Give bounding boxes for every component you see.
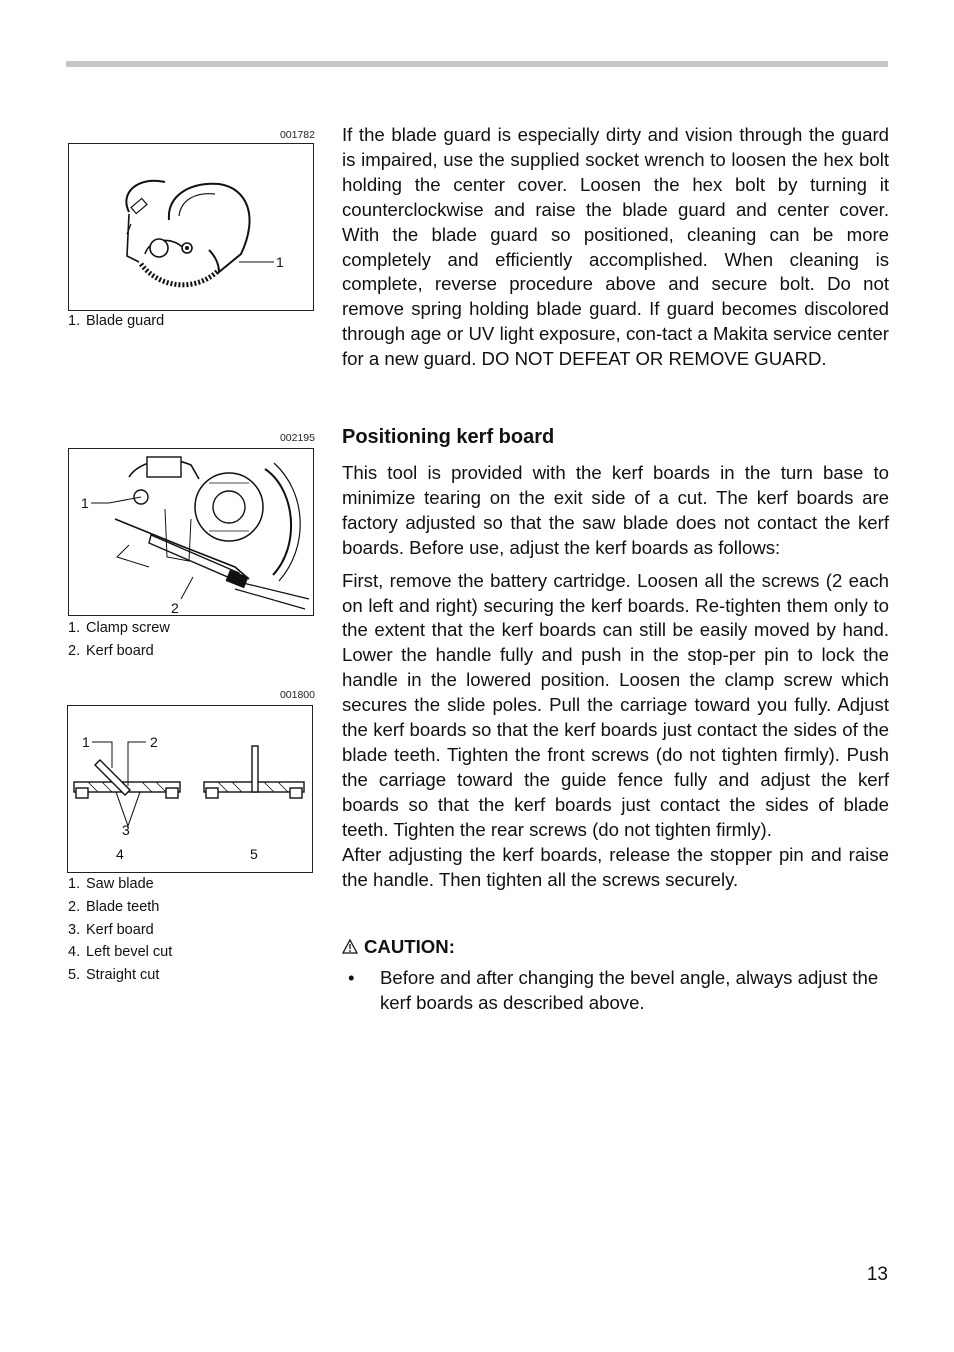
legend-item: 5. Straight cut — [68, 967, 160, 984]
figure-code: 001782 — [279, 129, 315, 141]
caution-label: CAUTION: — [364, 936, 455, 957]
callout-1: 1 — [81, 495, 89, 511]
callout-1: 1 — [82, 734, 90, 750]
intro-text-block — [342, 123, 889, 372]
legend-item: 4. Left bevel cut — [68, 944, 173, 961]
warning-triangle-icon — [342, 936, 364, 958]
callout-2: 2 — [171, 600, 179, 616]
paragraph: First, remove the battery cartridge. Loosen all the screws (2 each on left and right) securing the kerf boards. Re-tighten them only to the extent that the kerf boards can still be easily moved by hand. Lower the handle fully and push in the stop-per pin to lock the handle in the lowered position. Loosen the clamp screw which secures the slide poles. Pull the carriage toward you fully. Adjust the kerf boards so that the kerf boards just contact the sides of the blade teeth. Tighten the front screws (do not tighten firmly). Push the carriage toward the guide fence fully and adjust the kerf boards so that the kerf boards just contact the sides of blade teeth. Tighten the rear screws (do not tighten firmly). — [342, 569, 889, 840]
legend-item: 1. Clamp screw — [68, 620, 170, 636]
section-heading: Positioning kerf board — [342, 426, 555, 448]
blade-guard-figure — [68, 143, 314, 311]
paragraph: This tool is provided with the kerf boards in the turn base to minimize tearing on the exit side of a cut. The kerf boards are factory adjusted so that the saw blade does not contact the kerf boards. Before use, adjust the kerf boards as follows: — [342, 462, 889, 558]
kerf-adjust-figure — [67, 705, 313, 873]
caution-bullet-text: Before and after changing the bevel angle, always adjust the kerf boards as described above. — [380, 967, 879, 1013]
top-rule — [66, 61, 888, 67]
callout-1: 1 — [276, 254, 284, 270]
figure-legend — [68, 617, 170, 663]
legend-item: 2. Kerf board — [68, 642, 154, 659]
caution-heading — [342, 936, 455, 958]
section-body — [342, 461, 889, 892]
bullet-dot: • — [348, 967, 355, 988]
intro-paragraph: If the blade guard is especially dirty and vision through the guard is impaired, use the supplied socket wrench to loosen the hex bolt holding the center cover. Loosen the hex bolt by turning it counterclockwise and raise the blade guard and center cover. With the blade guard so positioned, cleaning can be more completely and efficiently accomplished. When cleaning is complete, reverse procedure above and secure bolt. Do not remove spring holding blade guard. If guard becomes discolored through age or UV light exposure, con-tact a Makita service center for a new guard. DO NOT DEFEAT OR REMOVE GUARD. — [342, 124, 889, 370]
legend-item: 2. Blade teeth — [68, 898, 160, 915]
legend-item: 1. Blade guard — [68, 313, 165, 329]
figure-code: 002195 — [279, 432, 315, 444]
page-number: 13 — [866, 1264, 888, 1285]
callout-5: 5 — [250, 846, 258, 862]
legend-item: 1. Saw blade — [68, 876, 154, 892]
kerf-board-figure — [68, 448, 314, 616]
callout-3: 3 — [122, 822, 130, 838]
figure-code: 001800 — [279, 689, 315, 701]
paragraph: After adjusting the kerf boards, release the stopper pin and raise the handle. Then tighten all the screws securely. — [342, 843, 889, 890]
caution-bullet — [342, 966, 889, 1016]
callout-4: 4 — [116, 846, 124, 862]
legend-item: 3. Kerf board — [68, 921, 154, 938]
figure-legend — [68, 310, 164, 333]
figure-legend — [68, 873, 172, 987]
callout-2: 2 — [150, 734, 158, 750]
